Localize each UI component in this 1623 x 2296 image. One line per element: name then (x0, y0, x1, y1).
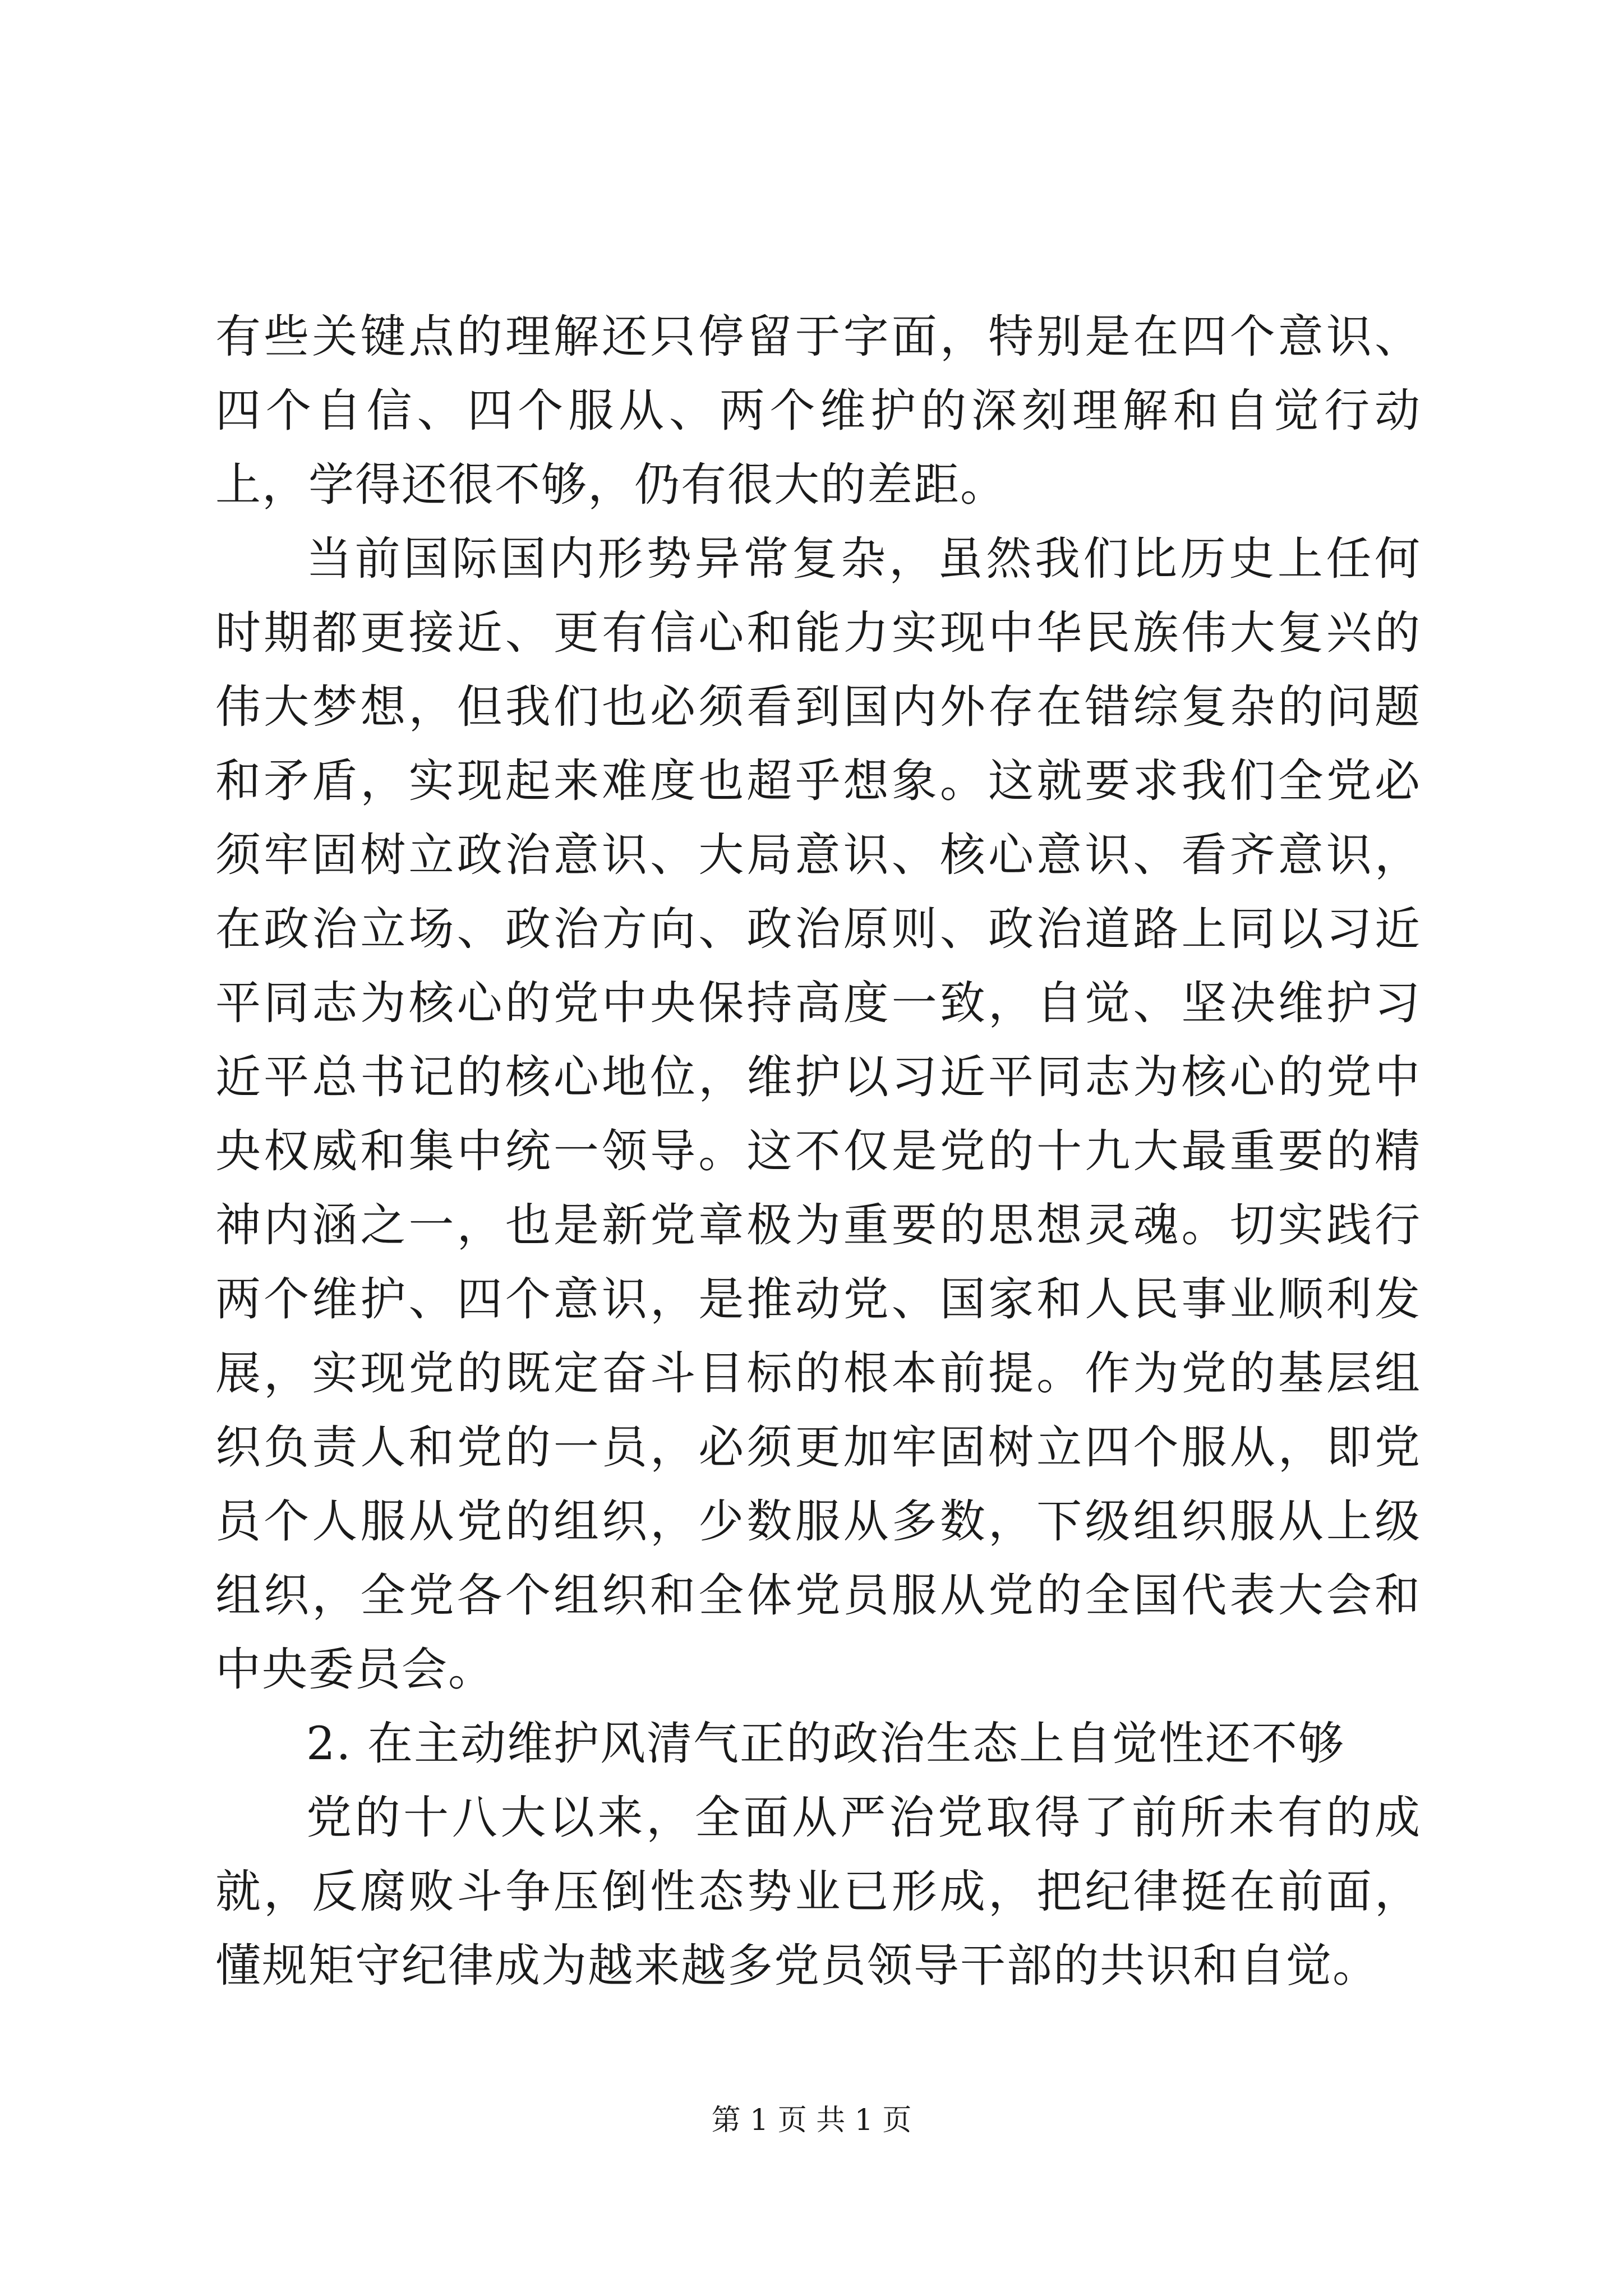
paragraph-1: 有些关键点的理解还只停留于字面，特别是在四个意识、四个自信、四个服从、两个维护的深刻理解和自觉行动上，学得还很不够，仍有很大的差距。 (215, 311, 1421, 512)
section-heading-2: 2. 在主动维护风清气正的政治生态上自觉性还不够 (306, 1718, 1345, 1770)
paragraph-3: 党的十八大以来，全面从严治党取得了前所未有的成就，反腐败斗争压倒性态势业已形成，把纪律挺在前面，懂规矩守纪律成为越来越多党员领导干部的共识和自觉。 (215, 1792, 1421, 1993)
document-body (215, 300, 1421, 2003)
page-footer: 第 1 页 共 1 页 (711, 2104, 912, 2137)
paragraph-2: 当前国际国内形势异常复杂，虽然我们比历史上任何时期都更接近、更有信心和能力实现中华民族伟大复兴的伟大梦想，但我们也必须看到国内外存在错综复杂的问题和矛盾，实现起来难度也超乎想象。这就要求我们全党必须牢固树立政治意识、大局意识、核心意识、看齐意识，在政治立场、政治方向、政治原则、政治道路上同以习近平同志为核心的党中央保持高度一致，自觉、坚决维护习近平总书记的核心地位，维护以习近平同志为核心的党中央权威和集中统一领导。这不仅是党的十九大最重要的精神内涵之一，也是新党章极为重要的思想灵魂。切实践行两个维护、四个意识，是推动党、国家和人民事业顺利发展，实现党的既定奋斗目标的根本前提。作为党的基层组织负责人和党的一员，必须更加牢固树立四个服从，即党员个人服从党的组织，少数服从多数，下级组织服从上级组织，全党各个组织和全体党员服从党的全国代表大会和中央委员会。 (215, 533, 1421, 1696)
